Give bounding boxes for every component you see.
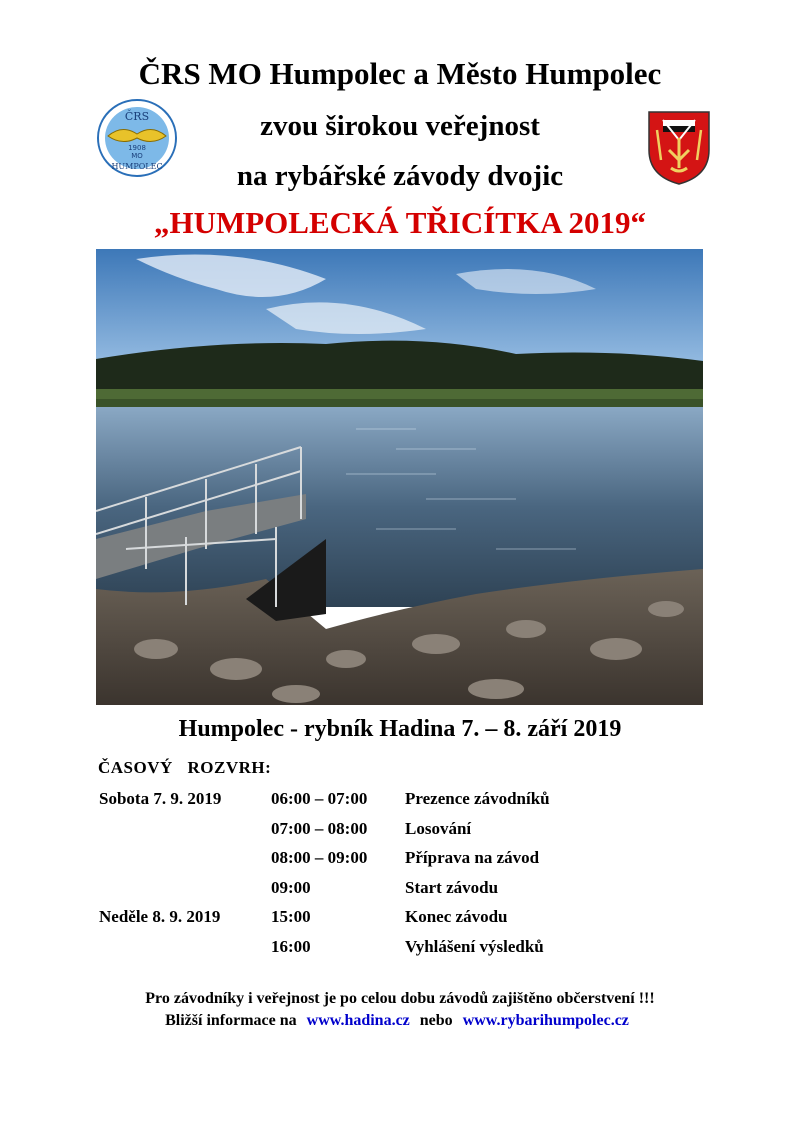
schedule-row [0,819,800,843]
schedule-day: Sobota 7. 9. 2019 [99,789,222,808]
schedule-time: 07:00 – 08:00 [271,819,368,838]
humpolec-coat-of-arms [647,110,711,186]
schedule-time: 15:00 [271,907,311,926]
pond-photo [96,249,703,705]
logo-text-city: HUMPOLEC [111,162,163,171]
schedule-row [0,848,800,872]
schedule-row [0,789,800,813]
refreshment-notice: Pro závodníky i veřejnost je po celou dobu závodů zajištěno občerstvení !!! [145,990,655,1007]
event-location-date: Humpolec - rybník Hadina 7. – 8. září 2019 [178,716,622,742]
schedule-time: 06:00 – 07:00 [271,789,368,808]
schedule-event: Losování [405,819,472,838]
more-info-line [0,1012,800,1030]
link-hadina[interactable]: www.hadina.cz [306,1012,410,1029]
info-connector: nebo [419,1012,453,1029]
schedule-row [0,937,800,961]
logo-text-crs: ČRS [124,110,150,123]
schedule-event: Vyhlášení výsledků [405,937,544,956]
schedule-day: Neděle 8. 9. 2019 [99,907,221,926]
schedule-time: 16:00 [271,937,311,956]
schedule-heading: ČASOVÝ ROZVRH: [98,758,272,777]
crs-mo-humpolec-logo [96,98,178,178]
header-line-1: ČRS MO Humpolec a Město Humpolec [138,56,662,91]
schedule-event: Prezence závodníků [405,789,550,808]
schedule-row [0,907,800,931]
logo-text-year: 1908 [128,144,146,152]
header-line-2: zvou širokou veřejnost [260,110,540,142]
schedule-time: 09:00 [271,878,311,897]
schedule-row [0,878,800,902]
link-rybarihumpolec[interactable]: www.rybarihumpolec.cz [462,1012,629,1029]
schedule-time: 08:00 – 09:00 [271,848,368,867]
schedule-event: Start závodu [405,878,499,897]
logo-text-mo: MO [131,152,143,160]
event-title: „HUMPOLECKÁ TŘICÍTKA 2019“ [153,205,647,240]
schedule-event: Příprava na závod [405,848,540,867]
info-prefix: Bližší informace na [165,1012,297,1029]
header-line-3: na rybářské závody dvojic [236,160,564,192]
schedule-event: Konec závodu [405,907,508,926]
